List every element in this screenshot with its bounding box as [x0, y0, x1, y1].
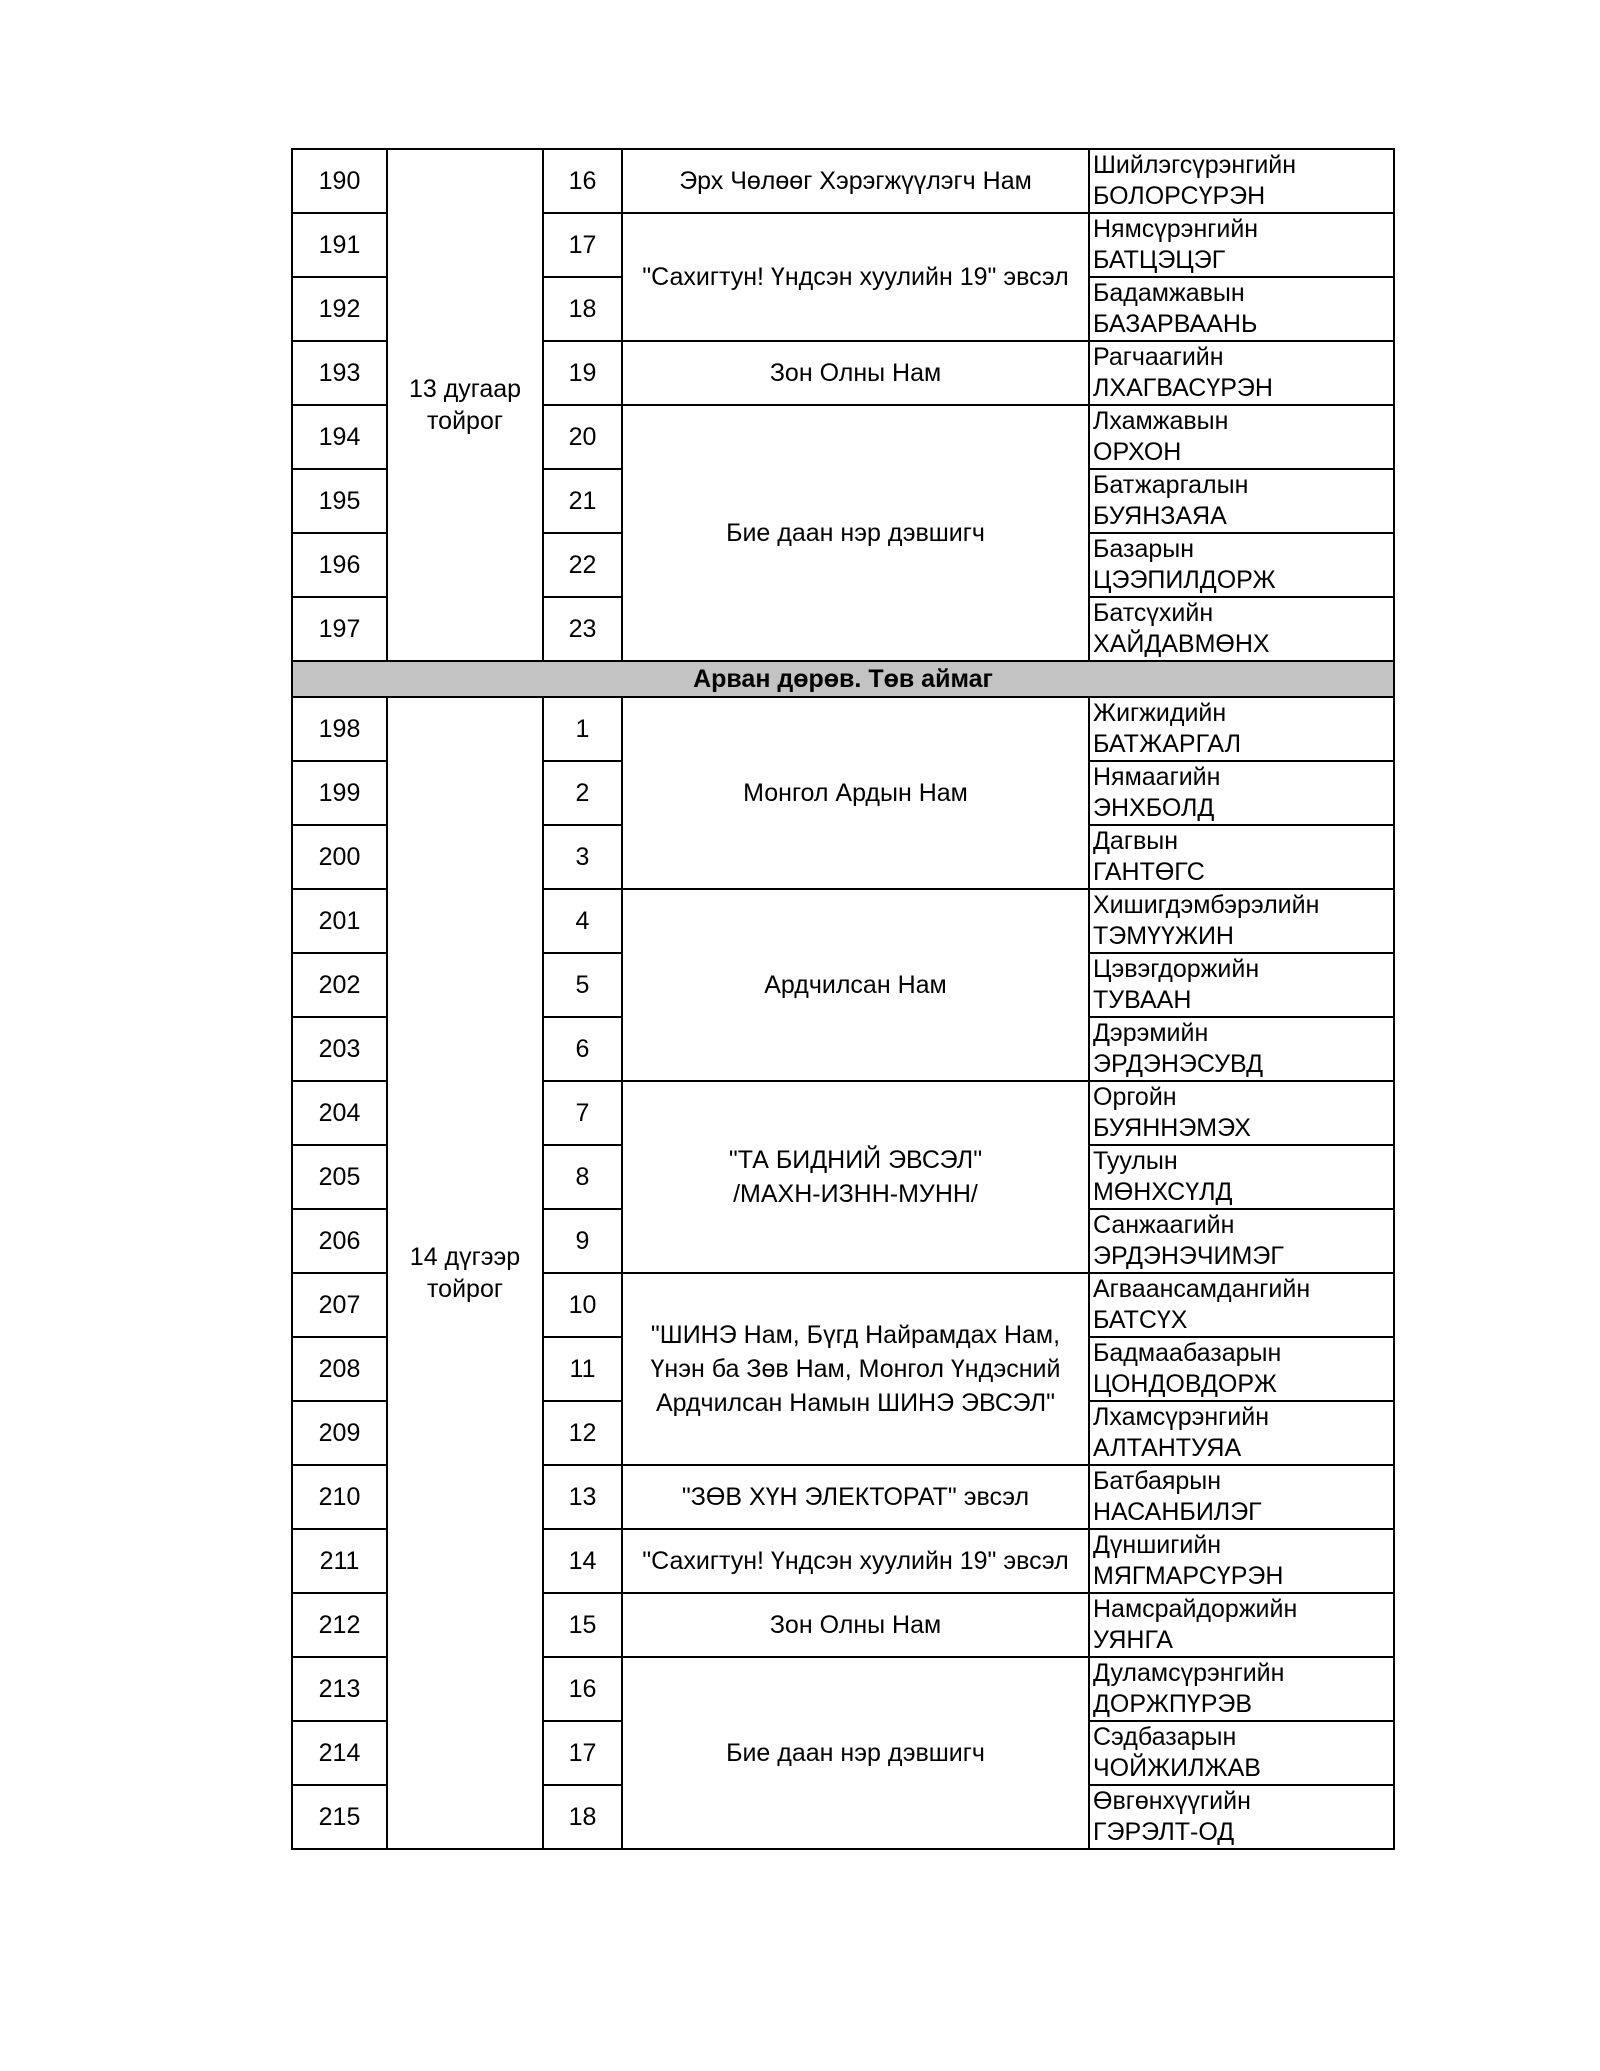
row-number: 215	[292, 1785, 387, 1849]
row-number: 195	[292, 469, 387, 533]
candidate-surname: БУЯННЭМЭХ	[1093, 1114, 1251, 1142]
party-cell: Ардчилсан Нам	[622, 889, 1089, 1081]
row-number: 211	[292, 1529, 387, 1593]
row-number: 198	[292, 697, 387, 761]
district-row-number: 5	[543, 953, 622, 1017]
district-row-number: 4	[543, 889, 622, 953]
candidate-surname: ТЭМҮҮЖИН	[1093, 922, 1234, 950]
candidate-first-name: Базарын	[1093, 535, 1195, 563]
district-row-number: 3	[543, 825, 622, 889]
candidate-first-name: Нямаагийн	[1093, 763, 1221, 791]
candidate-first-name: Лхамсүрэнгийн	[1093, 1403, 1270, 1431]
row-number: 210	[292, 1465, 387, 1529]
candidate-table-body	[292, 149, 1394, 1849]
candidate-surname: МЯГМАРСҮРЭН	[1093, 1562, 1284, 1590]
candidate-surname: МӨНХСҮЛД	[1093, 1178, 1233, 1206]
candidate-cell	[1089, 341, 1394, 405]
candidate-surname: БАТЖАРГАЛ	[1093, 730, 1242, 758]
row-number: 201	[292, 889, 387, 953]
candidate-first-name: Оргойн	[1093, 1083, 1177, 1111]
district-row-number: 16	[543, 149, 622, 213]
row-number: 196	[292, 533, 387, 597]
candidate-surname: ЦОНДОВДОРЖ	[1093, 1370, 1277, 1398]
candidate-first-name: Агваансамдангийн	[1093, 1275, 1311, 1303]
candidate-cell	[1089, 533, 1394, 597]
candidate-cell	[1089, 697, 1394, 761]
candidate-first-name: Өвгөнхүүгийн	[1093, 1787, 1251, 1815]
row-number: 206	[292, 1209, 387, 1273]
district-row-number: 19	[543, 341, 622, 405]
candidate-first-name: Цэвэгдоржийн	[1093, 955, 1260, 983]
candidate-surname: УЯНГА	[1093, 1626, 1173, 1654]
candidate-surname: ХАЙДАВМӨНХ	[1093, 630, 1270, 658]
row-number: 192	[292, 277, 387, 341]
candidate-cell	[1089, 1593, 1394, 1657]
row-number: 193	[292, 341, 387, 405]
candidate-cell	[1089, 889, 1394, 953]
section-header-row	[292, 661, 1394, 697]
candidate-surname: ГЭРЭЛТ-ОД	[1093, 1818, 1235, 1846]
candidate-cell	[1089, 761, 1394, 825]
table-row	[292, 149, 1394, 213]
candidate-first-name: Сэдбазарын	[1093, 1723, 1237, 1751]
candidate-first-name: Дүншигийн	[1093, 1531, 1222, 1559]
district-row-number: 1	[543, 697, 622, 761]
row-number: 194	[292, 405, 387, 469]
candidate-first-name: Батжаргалын	[1093, 471, 1249, 499]
district-row-number: 23	[543, 597, 622, 661]
row-number: 212	[292, 1593, 387, 1657]
candidate-surname: НАСАНБИЛЭГ	[1093, 1498, 1262, 1526]
district-row-number: 2	[543, 761, 622, 825]
candidate-cell	[1089, 1657, 1394, 1721]
district-row-number: 17	[543, 1721, 622, 1785]
district-row-number: 22	[543, 533, 622, 597]
candidate-surname: ЧОЙЖИЛЖАВ	[1093, 1754, 1261, 1782]
party-cell: Бие даан нэр дэвшигч	[622, 1657, 1089, 1849]
party-cell: "ЗӨВ ХҮН ЭЛЕКТОРАТ" эвсэл	[622, 1465, 1089, 1529]
row-number: 202	[292, 953, 387, 1017]
candidate-surname: ЭНХБОЛД	[1093, 794, 1215, 822]
candidate-cell	[1089, 1145, 1394, 1209]
candidate-surname: ДОРЖПҮРЭВ	[1093, 1690, 1253, 1718]
candidate-cell	[1089, 1017, 1394, 1081]
candidate-cell	[1089, 597, 1394, 661]
party-cell: Эрх Чөлөөг Хэрэгжүүлэгч Нам	[622, 149, 1089, 213]
party-cell: Зон Олны Нам	[622, 1593, 1089, 1657]
candidate-first-name: Шийлэгсүрэнгийн	[1093, 151, 1297, 179]
district-row-number: 21	[543, 469, 622, 533]
candidate-surname: ЛХАГВАСҮРЭН	[1093, 374, 1273, 402]
row-number: 214	[292, 1721, 387, 1785]
row-number: 209	[292, 1401, 387, 1465]
candidate-cell	[1089, 1209, 1394, 1273]
district-row-number: 8	[543, 1145, 622, 1209]
candidate-first-name: Лхамжавын	[1093, 407, 1229, 435]
candidate-first-name: Дэрэмийн	[1093, 1019, 1209, 1047]
district-row-number: 9	[543, 1209, 622, 1273]
candidate-first-name: Бадамжавын	[1093, 279, 1245, 307]
candidate-first-name: Санжаагийн	[1093, 1211, 1235, 1239]
district-cell: 13 дугаар тойрог	[387, 149, 543, 661]
candidate-first-name: Нямсүрэнгийн	[1093, 215, 1259, 243]
candidate-cell	[1089, 277, 1394, 341]
candidate-surname: ЭРДЭНЭСУВД	[1093, 1050, 1264, 1078]
candidate-surname: ГАНТӨГС	[1093, 858, 1205, 886]
district-row-number: 7	[543, 1081, 622, 1145]
row-number: 204	[292, 1081, 387, 1145]
row-number: 199	[292, 761, 387, 825]
district-row-number: 13	[543, 1465, 622, 1529]
party-cell: "Сахигтун! Үндсэн хуулийн 19" эвсэл	[622, 213, 1089, 341]
row-number: 191	[292, 213, 387, 277]
candidate-surname: ОРХОН	[1093, 438, 1182, 466]
candidate-first-name: Жигжидийн	[1093, 699, 1227, 727]
candidate-first-name: Намсрайдоржийн	[1093, 1595, 1298, 1623]
district-row-number: 15	[543, 1593, 622, 1657]
candidate-surname: ТУВААН	[1093, 986, 1192, 1014]
party-cell: "Сахигтун! Үндсэн хуулийн 19" эвсэл	[622, 1529, 1089, 1593]
party-cell: "ШИНЭ Нам, Бүгд Найрамдах Нам, Үнэн ба Зөв Нам, Монгол Үндэсний Ардчилсан Намын ШИНЭ ЭВСЭЛ"	[622, 1273, 1089, 1465]
candidate-surname: БУЯНЗАЯА	[1093, 502, 1227, 530]
row-number: 200	[292, 825, 387, 889]
district-row-number: 16	[543, 1657, 622, 1721]
district-row-number: 6	[543, 1017, 622, 1081]
district-cell: 14 дүгээр тойрог	[387, 697, 543, 1849]
party-cell: Бие даан нэр дэвшигч	[622, 405, 1089, 661]
row-number: 205	[292, 1145, 387, 1209]
candidate-cell	[1089, 405, 1394, 469]
candidate-first-name: Туулын	[1093, 1147, 1178, 1175]
candidate-cell	[1089, 213, 1394, 277]
candidate-cell	[1089, 1785, 1394, 1849]
candidate-cell	[1089, 149, 1394, 213]
candidate-cell	[1089, 469, 1394, 533]
district-row-number: 18	[543, 277, 622, 341]
row-number: 190	[292, 149, 387, 213]
section-title: Арван дөрөв. Төв аймаг	[292, 661, 1394, 697]
candidate-first-name: Батсүхийн	[1093, 599, 1214, 627]
row-number: 203	[292, 1017, 387, 1081]
candidate-surname: АЛТАНТУЯА	[1093, 1434, 1242, 1462]
candidate-surname: БАЗАРВААНЬ	[1093, 310, 1258, 338]
party-cell: Зон Олны Нам	[622, 341, 1089, 405]
candidate-first-name: Рагчаагийн	[1093, 343, 1224, 371]
district-row-number: 14	[543, 1529, 622, 1593]
district-row-number: 11	[543, 1337, 622, 1401]
candidate-first-name: Бадмаабазарын	[1093, 1339, 1282, 1367]
candidate-surname: БОЛОРСҮРЭН	[1093, 182, 1266, 210]
candidate-cell	[1089, 1465, 1394, 1529]
candidate-cell	[1089, 1401, 1394, 1465]
candidate-surname: БАТЦЭЦЭГ	[1093, 246, 1226, 274]
candidate-surname: БАТСҮХ	[1093, 1306, 1188, 1334]
candidate-first-name: Дагвын	[1093, 827, 1179, 855]
candidate-cell	[1089, 1721, 1394, 1785]
candidate-cell	[1089, 1337, 1394, 1401]
candidate-first-name: Батбаярын	[1093, 1467, 1222, 1495]
candidate-first-name: Дуламсүрэнгийн	[1093, 1659, 1285, 1687]
candidate-cell	[1089, 825, 1394, 889]
district-row-number: 20	[543, 405, 622, 469]
candidate-cell	[1089, 1529, 1394, 1593]
party-cell: "ТА БИДНИЙ ЭВСЭЛ" /МАХН-ИЗНН-МУНН/	[622, 1081, 1089, 1273]
party-cell: Монгол Ардын Нам	[622, 697, 1089, 889]
district-row-number: 12	[543, 1401, 622, 1465]
district-row-number: 17	[543, 213, 622, 277]
district-row-number: 18	[543, 1785, 622, 1849]
candidate-cell	[1089, 953, 1394, 1017]
table-row	[292, 697, 1394, 761]
row-number: 213	[292, 1657, 387, 1721]
candidate-first-name: Хишигдэмбэрэлийн	[1093, 891, 1320, 919]
candidate-surname: ЦЭЭПИЛДОРЖ	[1093, 566, 1276, 594]
row-number: 207	[292, 1273, 387, 1337]
candidate-cell	[1089, 1081, 1394, 1145]
row-number: 197	[292, 597, 387, 661]
candidate-table	[291, 148, 1395, 1850]
candidate-cell	[1089, 1273, 1394, 1337]
candidate-surname: ЭРДЭНЭЧИМЭГ	[1093, 1242, 1284, 1270]
district-row-number: 10	[543, 1273, 622, 1337]
row-number: 208	[292, 1337, 387, 1401]
